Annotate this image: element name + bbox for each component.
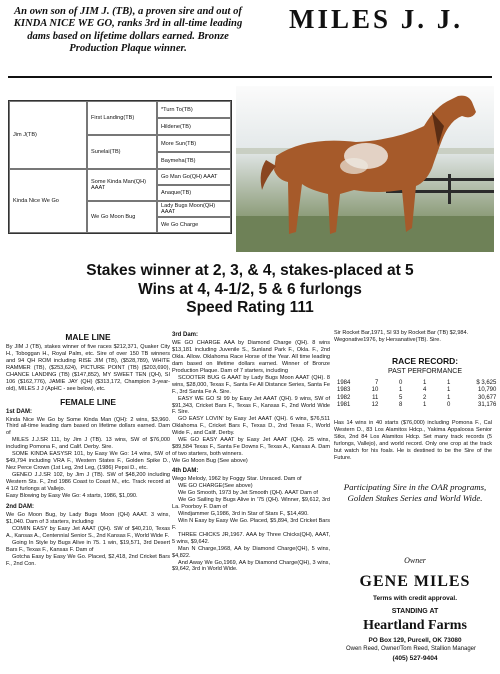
- pedigree-ggp-3: More Sun(TB): [157, 135, 231, 152]
- dam4-item: And Away We Go,1969, AA by Diamond Charge(QH), 3 wins, $9,642, 3rd in World Wide.: [172, 559, 330, 573]
- horse-illustration: [236, 86, 494, 252]
- participating-sire-text: Participating Sire in the OAR programs, Golden Stakes Series and World Wide.: [343, 482, 487, 503]
- dam3-item: We Go Moon Bug (See above): [172, 458, 248, 465]
- race-record-table: [334, 380, 499, 410]
- race-seconds: 1: [423, 402, 427, 409]
- race-thirds: 1: [447, 394, 451, 401]
- race-seconds: 1: [423, 380, 427, 386]
- column-2: [172, 330, 330, 573]
- race-year: 1983: [337, 387, 351, 394]
- race-starts: 10: [371, 387, 379, 394]
- race-thirds: 1: [447, 380, 451, 386]
- race-wins: 0: [399, 380, 403, 386]
- dam3-text: WE GO CHARGE AAA by Diamond Charge (QH). 8 wins $13,181 including Juvenile S., Sunland Park F., Okla. F., 2nd Okla. Allow. Oklahoma Race Horse of the Year. All time leading dam based on lifetime dollars earned. Winner of Bronze Production Plaque. Dam of 7 starters, including: [172, 339, 330, 374]
- pedigree-sire: Jim J(TB): [9, 101, 87, 169]
- column-1: [6, 332, 170, 568]
- dam1-item: SOME KINDA EASYSR 101, by Easy We Go: 14 wins, SW of $49,794 including VRA F., Western States F., Golden Spike D., Nez Perce Crown (1st Leg, 2nd Leg, (1986) Pepsi D., etc.: [6, 451, 170, 472]
- dam4-item: Sir Rocket Bar,1971, SI 93 by Rocket Bar (TB) $2,984.: [334, 330, 469, 336]
- dam4-item: WE GO CHARGE(See above): [178, 483, 253, 490]
- dam4-label: 4th DAM:: [172, 468, 199, 475]
- dam3-item: EASY WE GO SI 99 by Easy Jet AAAT (QH). 9 wins, SW of $91,343, Cricket Bars F., Texas F., Kansas F., 2nd World Wide F. Sire.: [172, 395, 330, 416]
- horse-name-title: MILES J. J.: [288, 4, 464, 34]
- race-record-title: RACE RECORD:: [391, 356, 459, 366]
- pedigree-dam: Kinda Nice We Go: [9, 169, 87, 233]
- race-year: 1982: [337, 394, 351, 401]
- dam2-label: 2nd DAM:: [6, 503, 34, 510]
- dam4-item: Win N Easy by Easy We Go. Placed, $5,894, 3rd Cricket Bars F.: [172, 517, 330, 531]
- race-year: 1981: [337, 402, 351, 409]
- farm-manager: Owen Reed, Owner/Tom Reed, Stallion Manager: [345, 646, 477, 652]
- dam3-item: GO EASY LOVIN' by Easy Jet AAAT (QH). 6 wins, $76,511 Oklahoma F., Cricket Bars F., Texas D., 2nd Texas F., World Wide F., and Calif. Derby.: [172, 416, 330, 437]
- race-starts: 12: [371, 402, 379, 409]
- headline-block: [8, 262, 492, 318]
- dam2-item: Going In Style by Bugs Alive in 75. 1 win, $19,571, 3rd Desert Bars F., Texas F., Kansas F. Dam of: [6, 539, 170, 553]
- intro-text: An own son of JIM J. (TB), a proven sire and out of KINDA NICE WE GO, ranks 3rd in all-time leading dams based on lifetime dollars earned. Bronze Production Plaque winner.: [13, 6, 243, 55]
- owner-label: Owner: [404, 556, 426, 565]
- race-thirds: 1: [447, 387, 451, 394]
- race-seconds: 2: [423, 394, 427, 401]
- dam4-item: We Go Smooth, 1973 by Jet Smooth (QH). AAAT Dam of: [178, 489, 318, 496]
- pedigree-ggp-2: Hildene(TB): [157, 118, 231, 135]
- pedigree-granddam-2: We Go Moon Bug: [87, 201, 157, 233]
- race-starts: 7: [375, 380, 379, 386]
- race-earnings: 31,176: [478, 402, 497, 409]
- pedigree-granddam-1: Sunelai(TB): [87, 135, 157, 169]
- terms-text: Terms with credit approval.: [372, 595, 458, 602]
- table-row: [334, 387, 499, 394]
- pedigree-chart: [8, 100, 232, 234]
- race-wins: 8: [399, 402, 403, 409]
- race-earnings: 10,790: [478, 387, 497, 394]
- dam2-item: COMIN EASY by Easy Jet AAAT (QH). SW of $40,210, Texas A., Kansas A., Centennial Senior S., 2nd Kansas F., World Wide F.: [6, 525, 170, 539]
- column-3-top: [334, 330, 494, 344]
- pedigree-ggp-7: Lady Bugs Moon(QH) AAAT: [157, 201, 231, 217]
- headline-line-1: Stakes winner at 2, 3, & 4, stakes-placed at 5: [86, 262, 414, 279]
- farm-phone: (405) 527-9404: [392, 655, 438, 662]
- dam4-item: We Go Sailing by Bugs Alive in '75 (QH). Winner, $9,612, 3rd La. Poorboy F. Dam of: [172, 496, 330, 510]
- dam4-item: Wegonative1976, by Hersanative(TB). Sire.: [334, 336, 441, 343]
- table-row: [334, 395, 499, 402]
- table-row: [334, 380, 499, 387]
- pedigree-ggp-5: Go Man Go(QH) AAAT: [157, 169, 231, 185]
- headline-line-3: Speed Rating 111: [186, 299, 314, 316]
- pedigree-ggp-1: *Turn To(TB): [157, 101, 231, 118]
- race-earnings: 30,677: [478, 394, 497, 401]
- race-record-subtitle: PAST PERFORMANCE: [387, 368, 463, 375]
- dam4-item: Windjammer G,1986, 3rd in Star of Stars F., $14,490.: [178, 510, 309, 517]
- race-record-note: Has 14 wins in 40 starts ($76,000) including Pomona F., Cal Western D., 83 Los Alamitos Hdcp., Yakima Appaloosa Senior Stks, 2nd 84 Los Alamitos Hdcp. Set many track records (5 furlongs, Vallejo), and world record. Only one crop at the track but watch for his foals. He is destined to be the Sire of the Future.: [334, 420, 492, 461]
- dam2-text: We Go Moon Bug, by Lady Bugs Moon (QH) AAAT. 3 wins, $1,040. Dam of 3 starters, including: [6, 511, 170, 525]
- race-starts: 11: [372, 394, 379, 401]
- race-earnings: $ 3,625: [476, 380, 497, 386]
- standing-at-label: STANDING AT: [391, 608, 439, 615]
- dam2-item: Gotcha Easy by Easy We Go. Placed, $2,418, 2nd Cricket Bars F., 2nd Con.: [6, 553, 170, 567]
- pedigree-grandsire-1: First Landing(TB): [87, 101, 157, 135]
- dam3-item: WE GO EASY AAAT by Easy Jet AAAT (QH). 25 wins, $89,584 Texas F., Santa Fe Downs F., Texas A., Kansas A. Dam of two starters, both winners.: [172, 437, 330, 458]
- dam4-text: Wego Melody, 1962 by Foggy Star. Unraced. Dam of: [172, 476, 302, 483]
- dam1-label: 1st DAM:: [6, 408, 33, 415]
- race-wins: 5: [399, 394, 403, 401]
- race-thirds: 0: [447, 402, 451, 409]
- headline-line-2: Wins at 4, 4-1/2, 5 & 6 furlongs: [138, 280, 362, 298]
- male-line-heading: MALE LINE: [65, 332, 111, 342]
- dam4-item: THREE CHICKS JR,1967. AAA by Three Chicks(QH), AAAT, 5 wins, $9,642.: [172, 531, 330, 545]
- pedigree-ggp-6: Anaque(TB): [157, 185, 231, 201]
- race-seconds: 4: [423, 387, 427, 394]
- pedigree-grandsire-2: Some Kinda Man(QH) AAAT: [87, 169, 157, 201]
- horse-photo: [236, 86, 494, 252]
- dam4-item: Man N Charge,1968, AA by Diamond Charge(QH), 5 wins, $4,822.: [172, 545, 330, 559]
- male-line-text: By JIM J (TB), stakes winner of five races $212,371, Quaker City H., Toboggan H., Royal Palm, etc. Sire of over 150 TB winners and 94 QH ROM including RISE JIM (TB), ($528,789), WHITE RAMMER (TB), ($253,624), PICTURE POINT (TB) ($203,690), CHANCE LANDING (TB) ($147,852), MY SWEET TEN (QH), SI 106 ($162,776), JAMIE JAY (QH) ($313,172, Champion 3-year-old), MILES J J (ApHC - see below), etc.: [6, 343, 170, 392]
- pedigree-ggp-4: Baymeha(TB): [157, 152, 231, 169]
- race-year: 1984: [337, 380, 351, 386]
- farm-name: Heartland Farms: [363, 618, 467, 633]
- table-row: [334, 402, 499, 409]
- title-divider: [8, 76, 492, 78]
- dam1-item: MILES J.J.SR 111, by Jim J (TB). 13 wins, SW of $76,000 including Pomona F., and Calif. Derby. Sire.: [6, 437, 170, 451]
- dam1-item: Easy Blowing by Easy We Go: 4 starts, 1986, $1,090.: [6, 493, 138, 500]
- farm-address: PO Box 129, Purcell, OK 73080: [368, 637, 462, 644]
- pedigree-ggp-8: We Go Charge: [157, 217, 231, 233]
- race-wins: 1: [399, 387, 403, 394]
- owner-name: GENE MILES: [359, 573, 471, 590]
- dam3-label: 3rd Dam:: [172, 332, 199, 338]
- dam1-text: Kinda Nice We Go by Some Kinda Man (QH): 2 wins, $3,960. Third all-time leading dam based on lifetime dollars earned. Dam of: [6, 416, 170, 437]
- female-line-heading: FEMALE LINE: [60, 396, 116, 407]
- dam1-item: GENEO J.J.SR 102, by Jim J (TB). SW of $48,200 including Western Sts. F., 2nd 1986 Coast to Coast M., etc. Track record at 4 1/2 furlongs at Vallejo.: [6, 472, 170, 493]
- dam3-item: SCOOTER BUG G AAAT by Lady Bugs Moon AAAT (QH). 8 wins, $28,000, Texas F., Santa Fe All Distance Series, Santa Fe F., 3rd Santa Fe A. Sire.: [172, 374, 330, 395]
